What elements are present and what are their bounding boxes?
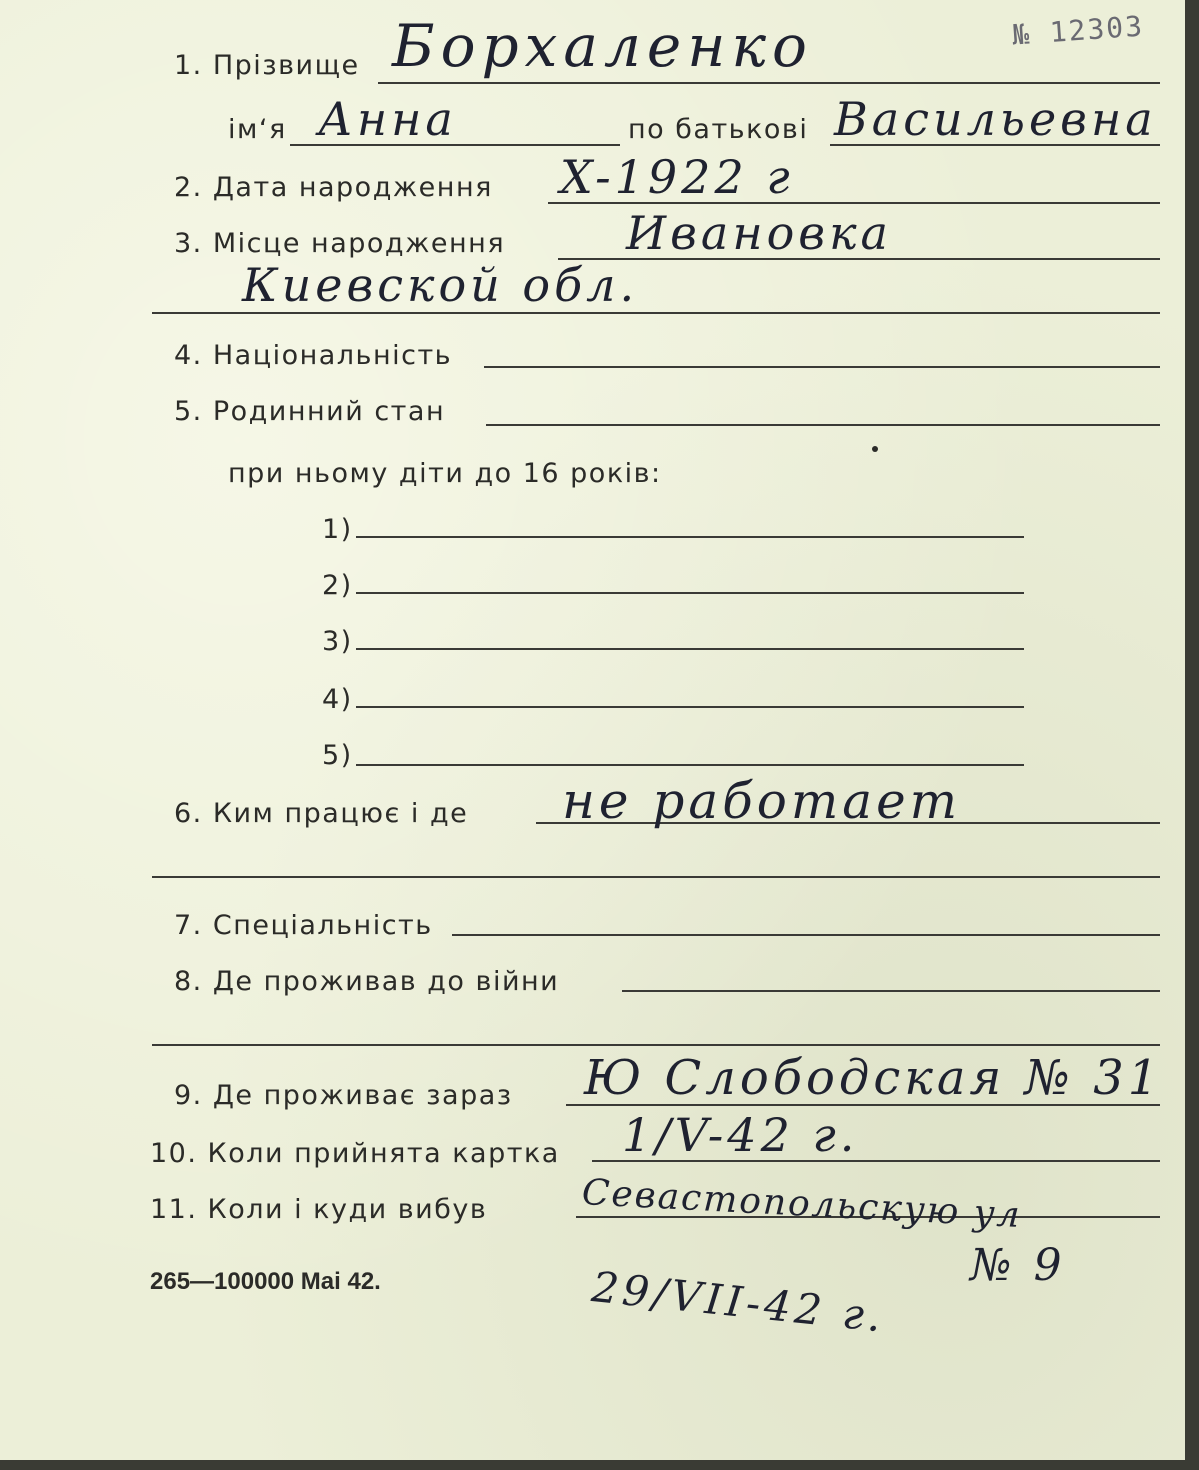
birth-date-value: X-1922 г: [560, 150, 794, 204]
child-2-label: 2): [322, 570, 353, 601]
current-residence-value: Ю Слободская № 31: [584, 1050, 1163, 1106]
name-value: Анна: [318, 92, 457, 146]
surname-value: Борхаленко: [392, 12, 813, 80]
work-line-2: [152, 876, 1160, 878]
surname-label: 1. Прізвище: [174, 50, 360, 81]
family-status-line: [486, 424, 1160, 426]
name-label: ім‘я: [228, 114, 287, 145]
child-1-line: [356, 536, 1024, 538]
surname-line: [378, 82, 1160, 84]
child-1-label: 1): [322, 514, 353, 545]
ink-dot: [872, 446, 878, 452]
nationality-label: 4. Національність: [174, 340, 453, 371]
patronymic-label: по батькові: [628, 114, 809, 145]
card-accepted-label: 10. Коли прийнята картка: [150, 1138, 560, 1169]
card-edge-bottom: [0, 1460, 1199, 1470]
birth-place-value-2: Киевской обл.: [242, 258, 639, 312]
departed-label: 11. Коли і куди вибув: [150, 1194, 488, 1225]
child-3-line: [356, 648, 1024, 650]
prewar-residence-line: [622, 990, 1160, 992]
child-3-label: 3): [322, 626, 353, 657]
work-label: 6. Ким працює і де: [174, 798, 469, 829]
birth-place-line-2: [152, 312, 1160, 314]
card-edge-right: [1185, 0, 1199, 1470]
family-status-label: 5. Родинний стан: [174, 396, 446, 427]
specialty-line: [452, 934, 1160, 936]
patronymic-value: Васильевна: [834, 92, 1157, 146]
departed-value-2: № 9: [970, 1240, 1066, 1291]
print-code: 265—100000 Mai 42.: [150, 1268, 381, 1295]
current-residence-label: 9. Де проживає зараз: [174, 1080, 513, 1111]
child-4-line: [356, 706, 1024, 708]
card-number: № 12303: [1011, 9, 1146, 52]
children-label: при ньому діти до 16 років:: [228, 458, 662, 489]
birth-date-label: 2. Дата народження: [174, 172, 493, 203]
card-accepted-value: 1/V-42 г.: [622, 1108, 859, 1162]
birth-place-label: 3. Місце народження: [174, 228, 506, 259]
child-4-label: 4): [322, 684, 353, 715]
prewar-residence-label: 8. Де проживав до війни: [174, 966, 560, 997]
child-2-line: [356, 592, 1024, 594]
work-value: не работает: [562, 772, 962, 830]
birth-place-value-1: Ивановка: [626, 206, 892, 260]
prewar-residence-line-2: [152, 1044, 1160, 1046]
departed-value-1: Севастопольскую ул: [580, 1172, 1023, 1237]
departed-date: 29/VII-42 г.: [589, 1262, 888, 1342]
nationality-line: [484, 366, 1160, 368]
child-5-line: [356, 764, 1024, 766]
specialty-label: 7. Спеціальність: [174, 910, 433, 941]
child-5-label: 5): [322, 740, 353, 771]
